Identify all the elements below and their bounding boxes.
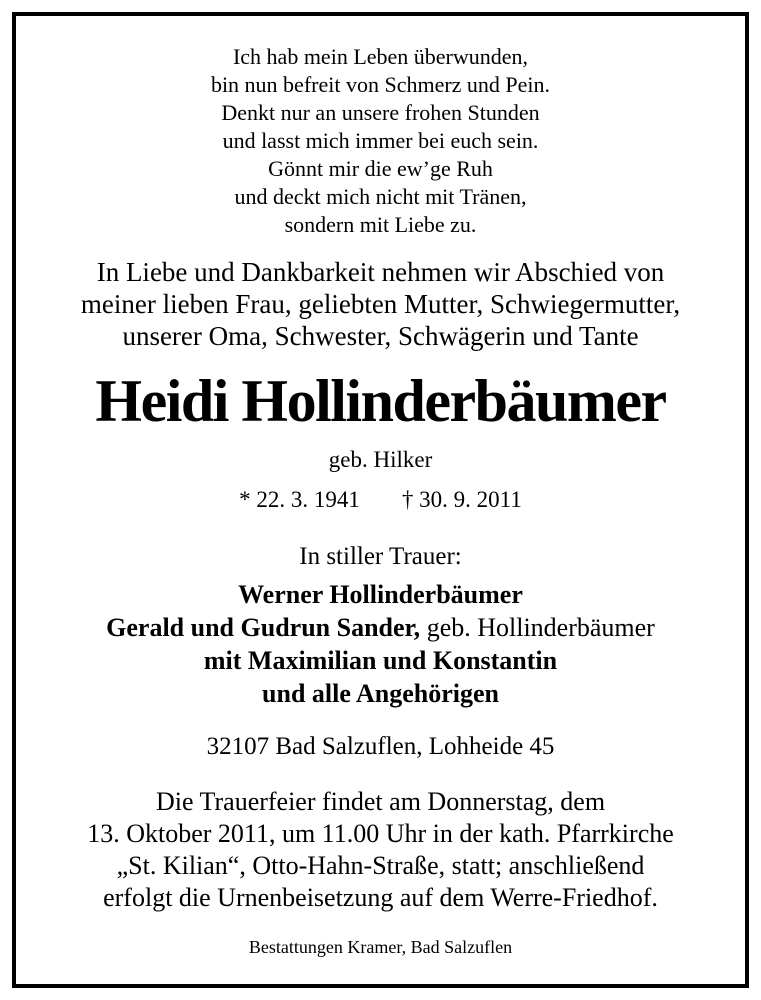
birth-name: geb. Hilker xyxy=(328,447,433,472)
poem-line: Gönnt mir die ew’ge Ruh xyxy=(268,156,493,181)
mourner-line: und alle Angehörigen xyxy=(262,679,499,708)
poem-line: Ich hab mein Leben überwunden, xyxy=(232,44,529,69)
birth-date: * 22. 3. 1941 xyxy=(239,487,360,512)
farewell-line: In Liebe und Dankbarkeit nehmen wir Abschied von xyxy=(96,257,665,287)
mourners-heading: In stiller Trauer: xyxy=(299,543,462,570)
farewell-line: meiner lieben Frau, geliebten Mutter, Schwiegermutter, xyxy=(80,289,681,319)
poem-line: sondern mit Liebe zu. xyxy=(284,212,477,237)
deceased-name: Heidi Hollinderbäumer xyxy=(95,368,666,434)
mourner-line: Werner Hollinderbäumer xyxy=(238,580,523,609)
poem-line: Denkt nur an unsere frohen Stunden xyxy=(221,100,540,125)
poem-line: bin nun befreit von Schmerz und Pein. xyxy=(210,72,551,97)
farewell-line: unserer Oma, Schwester, Schwägerin und Tante xyxy=(122,321,639,351)
funeral-line: 13. Oktober 2011, um 11.00 Uhr in der kath. Pfarrkirche xyxy=(87,819,674,848)
mourner-line: mit Maximilian und Konstantin xyxy=(203,646,558,675)
mourner-names: Gerald und Gudrun Sander, xyxy=(106,613,421,642)
undertaker: Bestattungen Kramer, Bad Salzuflen xyxy=(248,937,513,957)
mourner-birth-name: geb. Hollinderbäumer xyxy=(420,613,655,642)
poem-line: und deckt mich nicht mit Tränen, xyxy=(234,184,527,209)
funeral-line: „St. Kilian“, Otto-Hahn-Straße, statt; anschließend xyxy=(116,851,645,880)
death-date: † 30. 9. 2011 xyxy=(401,487,522,512)
poem-line: und lasst mich immer bei euch sein. xyxy=(222,128,539,153)
life-dates xyxy=(16,487,745,513)
funeral-line: erfolgt die Urnenbeisetzung auf dem Werre-Friedhof. xyxy=(103,883,658,912)
mourner-line xyxy=(16,613,745,643)
family-address: 32107 Bad Salzuflen, Lohheide 45 xyxy=(206,733,555,760)
funeral-line: Die Trauerfeier findet am Donnerstag, dem xyxy=(155,787,606,816)
